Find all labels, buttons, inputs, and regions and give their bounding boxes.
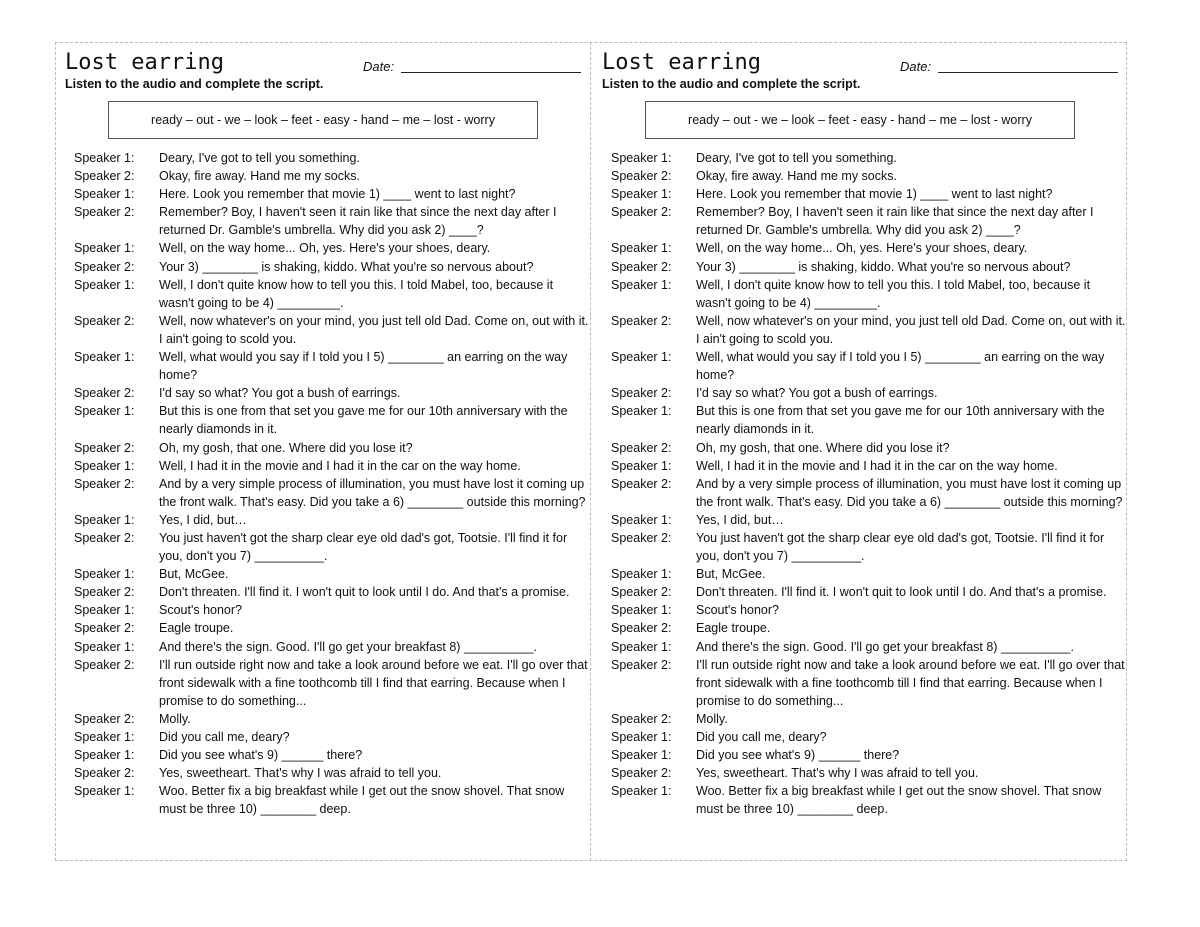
script-line: [611, 239, 1126, 257]
worksheet-copy-right: [602, 50, 1127, 855]
dialogue-text: But this is one from that set you gave me for our 10th anniversary with the nearly diamonds in it.: [159, 404, 568, 437]
speaker-label: Speaker 1:: [74, 350, 135, 365]
script-line: [74, 583, 589, 601]
script-line: [74, 710, 589, 728]
speaker-label: Speaker 2:: [74, 386, 135, 401]
speaker-label: Speaker 2:: [611, 386, 672, 401]
speaker-label: Speaker 2:: [611, 259, 672, 274]
dialogue-text: Your 3) ________ is shaking, kiddo. What you're so nervous about?: [696, 259, 1071, 274]
dialogue-text: Did you call me, deary?: [696, 730, 827, 744]
speaker-label: Speaker 1:: [611, 350, 672, 365]
instructions: Listen to the audio and complete the script.: [602, 77, 861, 91]
dialogue-text: You just haven't got the sharp clear eye old dad's got, Tootsie. I'll find it for you, don't you 7) __________.: [159, 530, 568, 564]
dialogue-text: And there's the sign. Good. I'll go get your breakfast 8) __________.: [159, 639, 537, 654]
script-line: [74, 185, 589, 203]
dialogue-text: I'd say so what? You got a bush of earrings.: [696, 386, 938, 401]
script-line: [611, 167, 1126, 185]
speaker-label: Speaker 1:: [611, 277, 672, 292]
speaker-label: Speaker 1:: [74, 458, 135, 473]
script-line: [611, 583, 1126, 601]
script-line: [611, 619, 1126, 637]
speaker-label: Speaker 1:: [611, 639, 672, 654]
script-line: [74, 167, 589, 185]
dialogue-text: Oh, my gosh, that one. Where did you lose it?: [159, 440, 413, 455]
dialogue-text: Well, on the way home... Oh, yes. Here's your shoes, deary.: [696, 241, 1028, 256]
script-line: [611, 384, 1126, 402]
dialogue-text: Remember? Boy, I haven't seen it rain like that since the next day after I returned Dr. Gamble's umbrella. Why did you ask 2) ____?: [159, 205, 557, 238]
dialogue-text: Eagle troupe.: [696, 621, 771, 636]
script-line: [611, 258, 1126, 276]
dialogue-text: Don't threaten. I'll find it. I won't quit to look until I do. And that's a promise.: [696, 585, 1107, 600]
script-line: [611, 565, 1126, 583]
speaker-label: Speaker 1:: [611, 748, 672, 763]
date-label: Date:: [363, 59, 395, 74]
dialogue-text: I'd say so what? You got a bush of earrings.: [159, 386, 401, 401]
dialogue-text: Molly.: [696, 711, 728, 726]
dialogue-text: Yes, sweetheart. That's why I was afraid to tell you.: [696, 766, 979, 781]
dialogue-text: Your 3) ________ is shaking, kiddo. What you're so nervous about?: [159, 259, 534, 274]
word-bank: [108, 101, 538, 139]
dialogue-text: Molly.: [159, 711, 191, 726]
script-line: [74, 384, 589, 402]
speaker-label: Speaker 1:: [74, 404, 135, 419]
script-line: [74, 239, 589, 257]
speaker-label: Speaker 1:: [74, 151, 135, 165]
script-line: [611, 746, 1126, 764]
speaker-label: Speaker 2:: [74, 440, 135, 455]
speaker-label: Speaker 1:: [74, 277, 135, 292]
dialogue-text: And there's the sign. Good. I'll go get your breakfast 8) __________.: [696, 639, 1074, 654]
script-line: [74, 782, 589, 818]
speaker-label: Speaker 1:: [74, 784, 135, 799]
script-line: [611, 511, 1126, 529]
script-line: [74, 511, 589, 529]
dialogue-text: Okay, fire away. Hand me my socks.: [696, 169, 897, 184]
speaker-label: Speaker 2:: [74, 259, 135, 274]
speaker-label: Speaker 1:: [611, 458, 672, 473]
dialogue-text: I'll run outside right now and take a look around before we eat. I'll go over that front sidewalk with a fine toothcomb till I find that earring. Because when I promise to do something...: [159, 657, 588, 708]
script-line: [611, 185, 1126, 203]
speaker-label: Speaker 1:: [611, 404, 672, 419]
script-line: [74, 764, 589, 782]
script-line: [74, 529, 589, 565]
script-line: [74, 312, 589, 348]
dialogue-text: Deary, I've got to tell you something.: [159, 151, 360, 165]
script-line: [611, 601, 1126, 619]
dialogue-text: Well, I had it in the movie and I had it in the car on the way home.: [159, 458, 521, 473]
speaker-label: Speaker 2:: [611, 205, 672, 220]
dialogue-text: Well, what would you say if I told you I 5) ________ an earring on the way home?: [696, 350, 1105, 383]
script-line: [611, 782, 1126, 818]
dialogue-text: Yes, sweetheart. That's why I was afraid to tell you.: [159, 766, 442, 781]
date-label: Date:: [900, 59, 932, 74]
script: [611, 149, 1126, 818]
dialogue-text: You just haven't got the sharp clear eye old dad's got, Tootsie. I'll find it for you, don't you 7) __________.: [696, 530, 1105, 564]
script-line: [611, 656, 1126, 710]
speaker-label: Speaker 1:: [611, 567, 672, 582]
speaker-label: Speaker 1:: [74, 639, 135, 654]
dialogue-text: Did you see what's 9) ______ there?: [159, 748, 363, 763]
cut-line: [590, 42, 591, 861]
speaker-label: Speaker 2:: [611, 621, 672, 636]
speaker-label: Speaker 1:: [611, 151, 672, 165]
dialogue-text: Oh, my gosh, that one. Where did you lose it?: [696, 440, 950, 455]
dialogue-text: Here. Look you remember that movie 1) ____ went to last night?: [159, 187, 516, 202]
script-line: [74, 457, 589, 475]
speaker-label: Speaker 2:: [74, 585, 135, 600]
dialogue-text: Well, I had it in the movie and I had it in the car on the way home.: [696, 458, 1058, 473]
speaker-label: Speaker 2:: [611, 766, 672, 781]
speaker-label: Speaker 1:: [611, 187, 672, 202]
script-line: [611, 439, 1126, 457]
script-line: [611, 348, 1126, 384]
script-line: [611, 457, 1126, 475]
speaker-label: Speaker 1:: [611, 241, 672, 256]
dialogue-text: Here. Look you remember that movie 1) ____ went to last night?: [696, 187, 1053, 202]
dialogue-text: Well, I don't quite know how to tell you this. I told Mabel, too, because it wasn't going to be 4) _________.: [159, 277, 554, 310]
speaker-label: Speaker 2:: [74, 711, 135, 726]
script-line: [611, 710, 1126, 728]
dialogue-text: But, McGee.: [696, 567, 766, 582]
script-line: [611, 203, 1126, 239]
dialogue-text: Well, I don't quite know how to tell you this. I told Mabel, too, because it wasn't going to be 4) _________.: [696, 277, 1091, 310]
speaker-label: Speaker 2:: [611, 313, 672, 328]
script-line: [611, 764, 1126, 782]
speaker-label: Speaker 2:: [611, 657, 672, 672]
speaker-label: Speaker 2:: [74, 205, 135, 220]
speaker-label: Speaker 1:: [74, 187, 135, 202]
script-line: [74, 276, 589, 312]
script-line: [74, 746, 589, 764]
dialogue-text: Eagle troupe.: [159, 621, 234, 636]
speaker-label: Speaker 2:: [74, 530, 135, 545]
script-line: [74, 348, 589, 384]
speaker-label: Speaker 1:: [74, 603, 135, 618]
dialogue-text: I'll run outside right now and take a look around before we eat. I'll go over that front sidewalk with a fine toothcomb till I find that earring. Because when I promise to do something...: [696, 657, 1125, 708]
dialogue-text: Deary, I've got to tell you something.: [696, 151, 897, 165]
script-line: [611, 402, 1126, 438]
instructions: Listen to the audio and complete the script.: [65, 77, 324, 91]
script-line: [611, 638, 1126, 656]
dialogue-text: Scout's honor?: [696, 603, 779, 618]
speaker-label: Speaker 2:: [611, 169, 672, 184]
dialogue-text: Remember? Boy, I haven't seen it rain like that since the next day after I returned Dr. Gamble's umbrella. Why did you ask 2) ____?: [696, 205, 1094, 238]
script-line: [611, 475, 1126, 511]
script-line: [611, 312, 1126, 348]
script-line: [74, 656, 589, 710]
dialogue-text: Yes, I did, but…: [159, 512, 247, 527]
speaker-label: Speaker 2:: [611, 530, 672, 545]
script-line: [74, 203, 589, 239]
worksheet-title: Lost earring: [65, 50, 224, 75]
speaker-label: Speaker 2:: [611, 440, 672, 455]
word-bank: [645, 101, 1075, 139]
speaker-label: Speaker 1:: [611, 784, 672, 799]
speaker-label: Speaker 1:: [74, 748, 135, 763]
speaker-label: Speaker 2:: [74, 169, 135, 184]
dialogue-text: Okay, fire away. Hand me my socks.: [159, 169, 360, 184]
speaker-label: Speaker 1:: [611, 512, 672, 527]
dialogue-text: Woo. Better fix a big breakfast while I get out the snow shovel. That snow must be three 10) ________ deep.: [696, 784, 1102, 817]
speaker-label: Speaker 2:: [611, 585, 672, 600]
speaker-label: Speaker 2:: [611, 476, 672, 491]
script-line: [74, 565, 589, 583]
script-line: [611, 276, 1126, 312]
date-field-line[interactable]: [938, 72, 1118, 73]
speaker-label: Speaker 2:: [74, 476, 135, 491]
script-line: [74, 728, 589, 746]
dialogue-text: Scout's honor?: [159, 603, 242, 618]
speaker-label: Speaker 2:: [74, 657, 135, 672]
dialogue-text: Well, what would you say if I told you I 5) ________ an earring on the way home?: [159, 350, 568, 383]
word-bank-text: ready – out - we – look – feet - easy - hand – me – lost - worry: [151, 113, 495, 127]
script-line: [74, 475, 589, 511]
dialogue-text: Yes, I did, but…: [696, 512, 784, 527]
speaker-label: Speaker 1:: [74, 512, 135, 527]
speaker-label: Speaker 1:: [74, 730, 135, 744]
script-line: [611, 149, 1126, 167]
script-line: [611, 529, 1126, 565]
speaker-label: Speaker 2:: [74, 621, 135, 636]
script: [74, 149, 589, 818]
speaker-label: Speaker 1:: [74, 567, 135, 582]
dialogue-text: Well, now whatever's on your mind, you just tell old Dad. Come on, out with it. I ain't going to scold you.: [696, 313, 1126, 346]
script-line: [74, 439, 589, 457]
dialogue-text: Woo. Better fix a big breakfast while I get out the snow shovel. That snow must be three 10) ________ deep.: [159, 784, 565, 817]
worksheet-copy-left: [65, 50, 590, 855]
date-field-line[interactable]: [401, 72, 581, 73]
worksheet-title: Lost earring: [602, 50, 761, 75]
speaker-label: Speaker 1:: [611, 730, 672, 744]
script-line: [74, 402, 589, 438]
dialogue-text: And by a very simple process of illumination, you must have lost it coming up the front walk. That's easy. Did you take a 6) ________ outside this morning?: [696, 476, 1123, 509]
dialogue-text: But this is one from that set you gave me for our 10th anniversary with the nearly diamonds in it.: [696, 404, 1105, 437]
dialogue-text: Did you see what's 9) ______ there?: [696, 748, 900, 763]
dialogue-text: And by a very simple process of illumination, you must have lost it coming up the front walk. That's easy. Did you take a 6) ________ outside this morning?: [159, 476, 586, 509]
speaker-label: Speaker 1:: [74, 241, 135, 256]
script-line: [74, 149, 589, 167]
speaker-label: Speaker 2:: [74, 766, 135, 781]
dialogue-text: Did you call me, deary?: [159, 730, 290, 744]
dialogue-text: But, McGee.: [159, 567, 229, 582]
dialogue-text: Well, on the way home... Oh, yes. Here's your shoes, deary.: [159, 241, 491, 256]
script-line: [74, 638, 589, 656]
speaker-label: Speaker 2:: [611, 711, 672, 726]
word-bank-text: ready – out - we – look – feet - easy - hand – me – lost - worry: [688, 113, 1032, 127]
speaker-label: Speaker 2:: [74, 313, 135, 328]
script-line: [74, 619, 589, 637]
script-line: [74, 258, 589, 276]
script-line: [74, 601, 589, 619]
dialogue-text: Well, now whatever's on your mind, you just tell old Dad. Come on, out with it. I ain't going to scold you.: [159, 313, 589, 346]
speaker-label: Speaker 1:: [611, 603, 672, 618]
script-line: [611, 728, 1126, 746]
dialogue-text: Don't threaten. I'll find it. I won't quit to look until I do. And that's a promise.: [159, 585, 570, 600]
